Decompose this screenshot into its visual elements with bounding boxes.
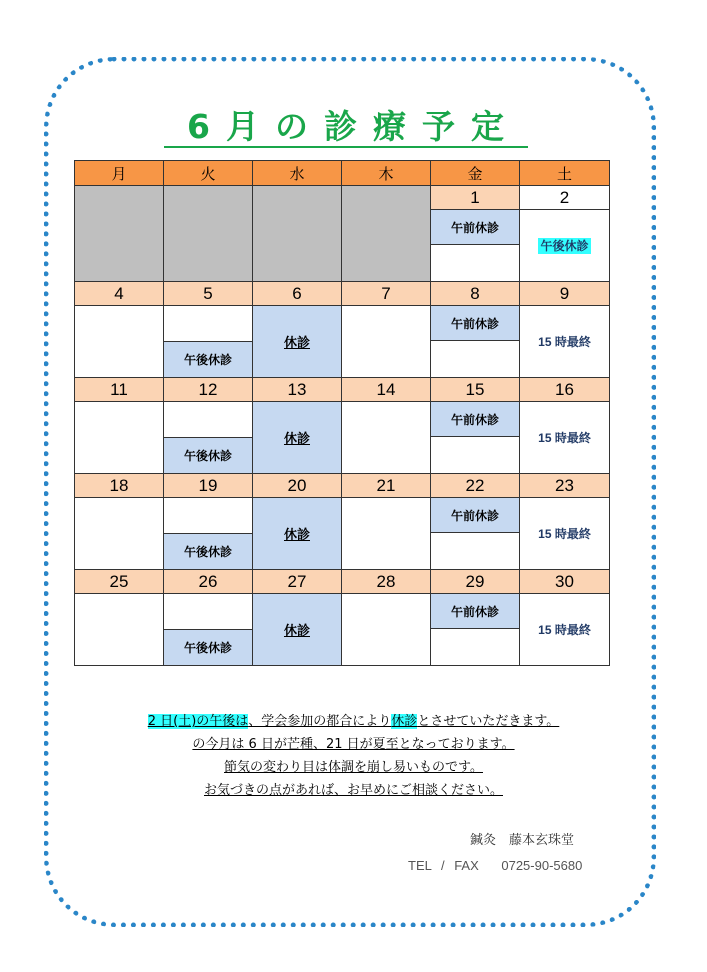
notice-text xyxy=(0,710,707,802)
date-row xyxy=(75,570,610,594)
schedule-row xyxy=(75,498,610,570)
closed-day-label: 休診 xyxy=(253,306,342,378)
notice-line-1: 2 日(土)の午後は、学会参加の都合により休診とさせていただきます。 xyxy=(147,714,560,729)
notice-line-4: お気づきの点があれば、お早めにご相談ください。 xyxy=(203,783,503,798)
date-cell: 22 xyxy=(431,474,520,498)
notice-line-2: の今月は 6 日が芒種、21 日が夏至となっております。 xyxy=(192,737,515,752)
last-reception-label: 15 時最終 xyxy=(538,526,591,541)
day-schedule xyxy=(342,402,431,474)
day-schedule xyxy=(431,306,520,378)
clinic-name: 鍼灸 藤本玄珠堂 xyxy=(470,833,575,848)
empty-day xyxy=(75,186,164,282)
day-schedule xyxy=(75,498,164,570)
closed-day-label: 休診 xyxy=(253,594,342,666)
calendar-table xyxy=(74,160,610,666)
day-schedule xyxy=(520,306,610,378)
weekday-fri: 金 xyxy=(431,161,520,186)
date-row xyxy=(75,186,610,210)
closed-day-label: 休診 xyxy=(253,402,342,474)
weekday-wed: 水 xyxy=(253,161,342,186)
date-cell: 28 xyxy=(342,570,431,594)
date-cell: 11 xyxy=(75,378,164,402)
last-reception-label: 15 時最終 xyxy=(538,430,591,445)
schedule-row xyxy=(75,402,610,474)
closed-day-label: 休診 xyxy=(253,498,342,570)
afternoon-closed-label: 午後休診 xyxy=(164,342,252,377)
weekday-sat: 土 xyxy=(520,161,610,186)
last-reception-label: 15 時最終 xyxy=(538,334,591,349)
date-cell: 12 xyxy=(164,378,253,402)
schedule-row xyxy=(75,306,610,378)
weekday-header-row xyxy=(75,161,610,186)
morning-closed-label: 午前休診 xyxy=(431,594,519,629)
date-cell: 30 xyxy=(520,570,610,594)
date-cell: 4 xyxy=(75,282,164,306)
day-schedule xyxy=(342,306,431,378)
date-cell: 29 xyxy=(431,570,520,594)
empty-day xyxy=(253,186,342,282)
day-schedule xyxy=(342,498,431,570)
day-schedule xyxy=(164,594,253,666)
date-cell: 16 xyxy=(520,378,610,402)
day-schedule xyxy=(520,594,610,666)
day-schedule xyxy=(342,594,431,666)
morning-closed-label: 午前休診 xyxy=(431,498,519,533)
day-schedule xyxy=(431,210,520,282)
date-cell: 27 xyxy=(253,570,342,594)
title-underline xyxy=(164,146,528,148)
date-cell: 19 xyxy=(164,474,253,498)
page-title: 6月の診療予定 xyxy=(187,107,520,146)
day-schedule xyxy=(164,306,253,378)
date-cell: 20 xyxy=(253,474,342,498)
date-cell: 25 xyxy=(75,570,164,594)
day-schedule xyxy=(164,402,253,474)
date-cell: 5 xyxy=(164,282,253,306)
morning-closed-label: 午前休診 xyxy=(431,402,519,437)
weekday-mon: 月 xyxy=(75,161,164,186)
day-schedule xyxy=(520,402,610,474)
morning-closed-label: 午前休診 xyxy=(431,306,519,341)
day-schedule xyxy=(75,402,164,474)
day-schedule xyxy=(431,498,520,570)
day-schedule xyxy=(431,402,520,474)
morning-closed-label: 午前休診 xyxy=(431,210,519,245)
afternoon-closed-label: 午後休診 xyxy=(164,438,252,473)
day-schedule xyxy=(431,594,520,666)
day-schedule xyxy=(75,306,164,378)
date-cell: 15 xyxy=(431,378,520,402)
date-cell: 7 xyxy=(342,282,431,306)
date-cell: 14 xyxy=(342,378,431,402)
date-cell: 2 xyxy=(520,186,610,210)
date-cell: 6 xyxy=(253,282,342,306)
date-cell: 9 xyxy=(520,282,610,306)
date-row xyxy=(75,378,610,402)
clinic-phone: TEL / FAX 0725-90-5680 xyxy=(408,858,583,873)
schedule-row xyxy=(75,594,610,666)
date-cell: 21 xyxy=(342,474,431,498)
date-cell: 8 xyxy=(431,282,520,306)
empty-day xyxy=(342,186,431,282)
afternoon-closed-label: 午後休診 xyxy=(164,630,252,665)
date-cell: 1 xyxy=(431,186,520,210)
date-row xyxy=(75,282,610,306)
date-cell: 18 xyxy=(75,474,164,498)
weekday-thu: 木 xyxy=(342,161,431,186)
afternoon-closed-label: 午後休診 xyxy=(540,238,589,253)
date-row xyxy=(75,474,610,498)
last-reception-label: 15 時最終 xyxy=(538,622,591,637)
date-cell: 13 xyxy=(253,378,342,402)
day-schedule xyxy=(520,498,610,570)
date-cell: 26 xyxy=(164,570,253,594)
weekday-tue: 火 xyxy=(164,161,253,186)
day-schedule xyxy=(164,498,253,570)
date-cell: 23 xyxy=(520,474,610,498)
day-schedule xyxy=(75,594,164,666)
empty-day xyxy=(164,186,253,282)
notice-line-3: 節気の変わり目は体調を崩し易いものです。 xyxy=(224,760,483,775)
day-schedule xyxy=(520,210,610,282)
afternoon-closed-label: 午後休診 xyxy=(164,534,252,569)
